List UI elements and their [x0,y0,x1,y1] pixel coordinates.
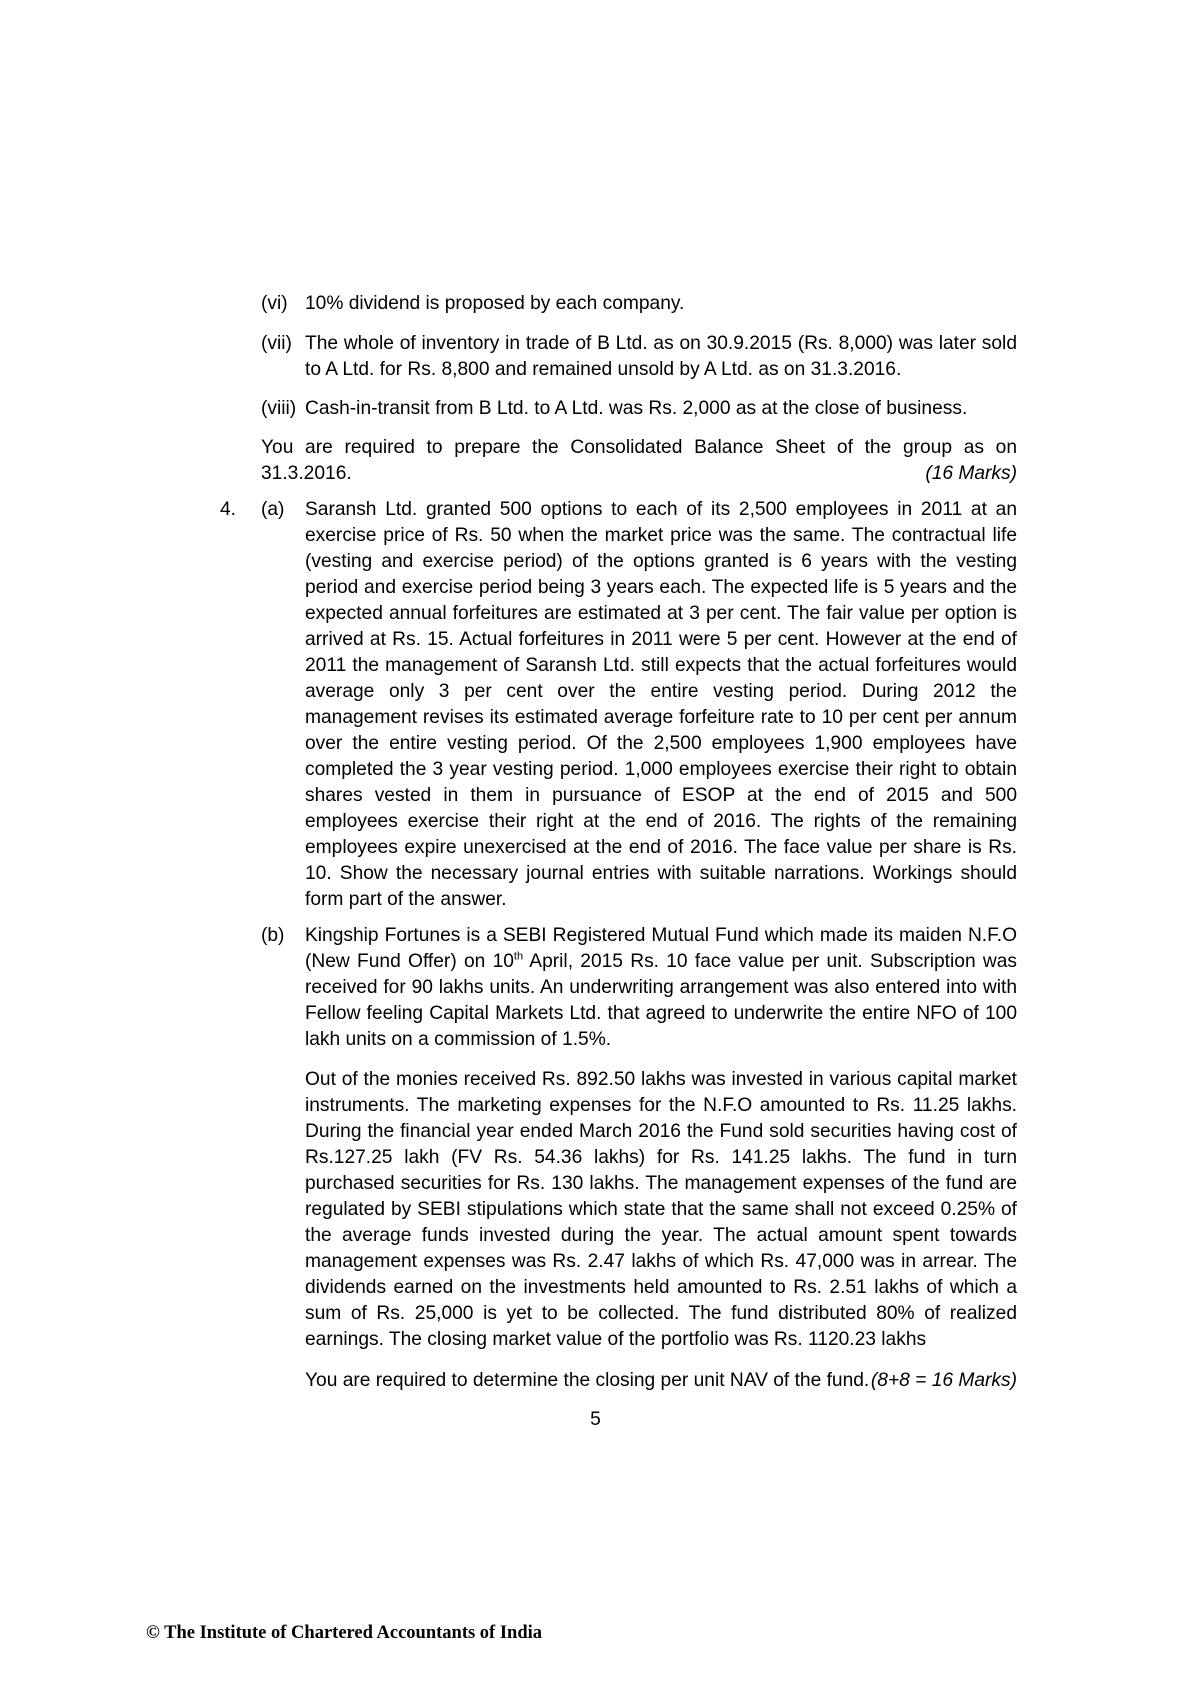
q3-instruction-line1: You are required to prepare the Consolidated Balance Sheet of the group as on [261,437,1017,458]
q3-marks: (16 Marks) [925,463,1017,484]
part-a-label: (a) [261,499,285,520]
part-b-p1-superscript: th [513,950,524,963]
part-b-label: (b) [261,925,285,946]
item-vi-text: 10% dividend is proposed by each company. [305,293,685,314]
page-number: 5 [590,1409,601,1430]
part-b-paragraph-1 [305,923,1017,1053]
item-vii-number: (vii) [261,333,292,354]
q3-instruction-line2: 31.3.2016. [261,463,352,484]
item-viii-text: Cash-in-transit from B Ltd. to A Ltd. was Rs. 2,000 as at the close of business. [305,398,968,419]
item-vii-text: The whole of inventory in trade of B Ltd. as on 30.9.2015 (Rs. 8,000) was later sold to A Ltd. for Rs. 8,800 and remained unsold by A Ltd. as on 31.3.2016. [305,333,1017,380]
part-b-paragraph-2: Out of the monies received Rs. 892.50 lakhs was invested in various capital market instruments. The marketing expenses for the N.F.O amounted to Rs. 11.25 lakhs. During the financial year ended March 2016 the Fund sold securities having cost of Rs.127.25 lakh (FV Rs. 54.36 lakhs) for Rs. 141.25 lakhs. The fund in turn purchased securities for Rs. 130 lakhs. The management expenses of the fund are regulated by SEBI stipulations which state that the same shall not exceed 0.25% of the average funds invested during the year. The actual amount spent towards management expenses was Rs. 2.47 lakhs of which Rs. 47,000 was in arrear. The dividends earned on the investments held amounted to Rs. 2.51 lakhs of which a sum of Rs. 25,000 is yet to be collected. The fund distributed 80% of realized earnings. The closing market value of the portfolio was Rs. 1120.23 lakhs [305,1069,1017,1350]
part-b-marks: (8+8 = 16 Marks) [870,1370,1017,1391]
item-vi-number: (vi) [261,293,288,314]
item-viii-number: (viii) [261,398,297,419]
part-a-text: Saransh Ltd. granted 500 options to each of its 2,500 employees in 2011 at an exercise price of Rs. 50 when the market price was the same. The contractual life (vesting and exercise period) of the options granted is 6 years with the vesting period and exercise period being 3 years each. The expected life is 5 years and the expected annual forfeitures are estimated at 3 per cent. The fair value per option is arrived at Rs. 15. Actual forfeitures in 2011 were 5 per cent. However at the end of 2011 the management of Saransh Ltd. still expects that the actual forfeitures would average only 3 per cent over the entire vesting period. During 2012 the management revises its estimated average forfeiture rate to 10 per cent per annum over the entire vesting period. Of the 2,500 employees 1,900 employees have completed the 3 year vesting period. 1,000 employees exercise their right to obtain shares vested in them in pursuance of ESOP at the end of 2015 and 500 employees exercise their right at the end of 2016. The rights of the remaining employees expire unexercised at the end of 2016. The face value per share is Rs. 10. Show the necessary journal entries with suitable narrations. Workings should form part of the answer. [305,499,1017,910]
question-4-number: 4. [220,499,237,520]
part-b-p1-end: April, 2015 Rs. 10 face value per unit. Subscription was received for 90 lakhs units. An underwriting arrangement was also entered into with Fellow feeling Capital Markets Ltd. that agreed to underwrite the entire NFO of 100 lakh units on a commission of 1.5%. [305,951,1017,1050]
part-b-p1-start: Kingship Fortunes is a SEBI Registered Mutual Fund which made its maiden N.F.O (New Fund Offer) on 10 [305,925,1017,972]
footer-copyright: © The Institute of Chartered Accountants of India [146,1623,543,1643]
part-b-instruction: You are required to determine the closing per unit NAV of the fund. [305,1370,870,1391]
